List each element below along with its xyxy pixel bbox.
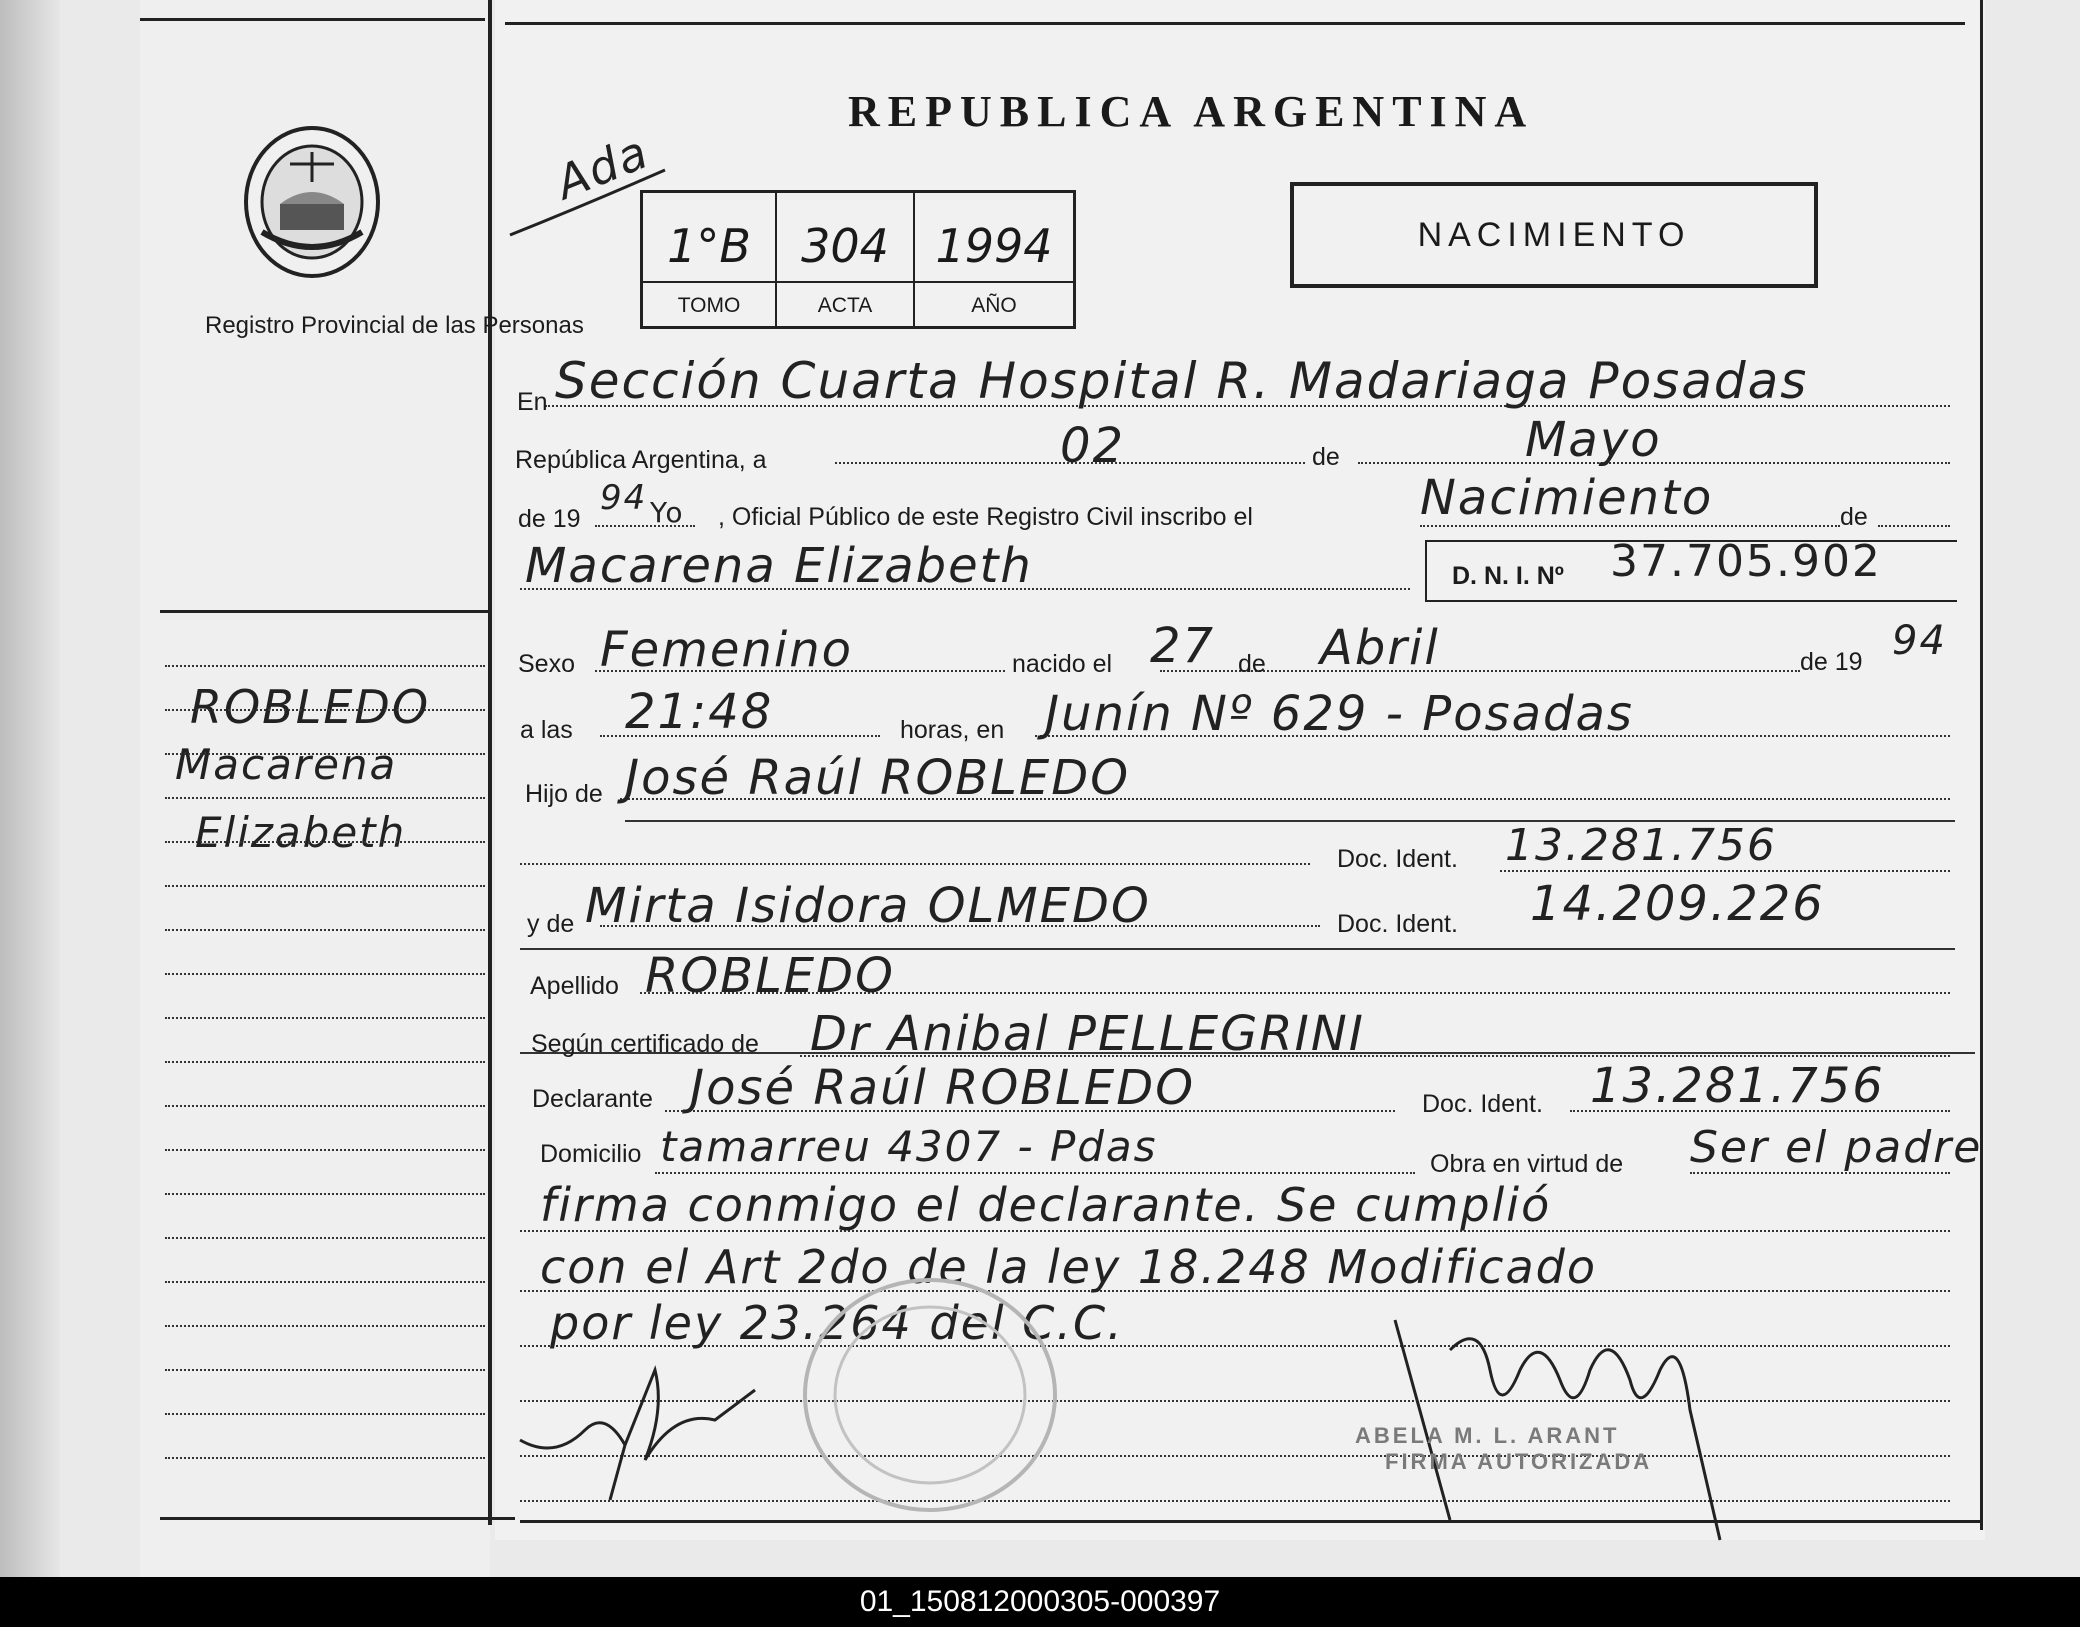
label-doc-ident-1: Doc. Ident. xyxy=(1337,845,1458,873)
label-de: de xyxy=(1312,443,1340,471)
page-edge-shadow xyxy=(0,0,60,1577)
label-apellido: Apellido xyxy=(530,972,619,1000)
record-number-box xyxy=(640,190,1076,329)
margin-rule xyxy=(160,610,490,613)
value-hora: 21:48 xyxy=(625,684,774,740)
margin-dotted-line xyxy=(165,665,485,667)
top-rule-left xyxy=(140,18,485,21)
value-yo: Yo xyxy=(650,496,685,529)
margin-dotted-line xyxy=(165,1413,485,1415)
ano-label: AÑO xyxy=(971,294,1017,317)
tomo-value: 1°B xyxy=(667,219,751,273)
value-certificado: Dr Anibal PELLEGRINI xyxy=(810,1006,1365,1062)
label-horas-en: horas, en xyxy=(900,716,1005,744)
label-dni: D. N. I. Nº xyxy=(1452,562,1564,590)
margin-surname: ROBLEDO xyxy=(190,680,431,734)
label-de-end: de xyxy=(1840,503,1868,531)
value-obs-line-1: firma conmigo el declarante. Se cumplió xyxy=(540,1178,1552,1232)
label-obra-en-virtud: Obra en virtud de xyxy=(1430,1150,1624,1178)
image-id-caption: 01_150812000305-000397 xyxy=(859,1585,1221,1618)
value-sexo: Femenino xyxy=(600,622,853,678)
label-doc-ident-3: Doc. Ident. xyxy=(1422,1090,1543,1118)
label-declarante: Declarante xyxy=(532,1085,653,1113)
margin-dotted-line xyxy=(165,973,485,975)
value-madre-doc: 14.209.226 xyxy=(1530,876,1825,932)
faded-round-stamp-icon xyxy=(795,1270,1065,1520)
value-nac-ano: 94 xyxy=(1892,618,1947,664)
value-apellido: ROBLEDO xyxy=(645,948,895,1004)
margin-first-name: Macarena xyxy=(175,740,398,789)
margin-dotted-line xyxy=(165,929,485,931)
column-divider xyxy=(488,0,492,1525)
label-yo-oficial: , Oficial Público de este Registro Civil inscribo el xyxy=(718,503,1253,531)
value-nac-dia: 27 xyxy=(1150,618,1216,674)
value-declarante-doc: 13.281.756 xyxy=(1590,1058,1885,1114)
margin-dotted-line xyxy=(165,841,485,843)
margin-dotted-line xyxy=(165,1017,485,1019)
label-nacido-el: nacido el xyxy=(1012,650,1113,678)
ano-cell xyxy=(915,193,1073,326)
value-madre: Mirta Isidora OLMEDO xyxy=(585,878,1151,934)
margin-dotted-line xyxy=(165,1193,485,1195)
label-en: En xyxy=(517,388,548,416)
ano-value: 1994 xyxy=(935,219,1053,273)
value-dni: 37.705.902 xyxy=(1610,536,1882,587)
bottom-rule-right xyxy=(520,1520,1980,1523)
value-nombre: Macarena Elizabeth xyxy=(525,538,1033,594)
label-doc-ident-2: Doc. Ident. xyxy=(1337,910,1458,938)
label-a-las: a las xyxy=(520,716,573,744)
label-de-19: de 19 xyxy=(518,505,581,533)
value-padre-doc: 13.281.756 xyxy=(1505,820,1777,871)
tomo-label: TOMO xyxy=(677,294,741,317)
margin-dotted-line xyxy=(165,753,485,755)
margin-dotted-line xyxy=(165,1457,485,1459)
margin-dotted-line xyxy=(165,797,485,799)
label-republica: República Argentina, a xyxy=(515,446,767,474)
value-obra: Ser el padre xyxy=(1690,1122,1983,1173)
registry-label: Registro Provincial de las Personas xyxy=(205,312,584,339)
stamp-line-2: FIRMA AUTORIZADA xyxy=(1385,1449,1653,1474)
margin-dotted-line xyxy=(165,709,485,711)
margin-dotted-line xyxy=(165,1149,485,1151)
acta-value: 304 xyxy=(801,219,889,273)
margin-dotted-line xyxy=(165,1237,485,1239)
bottom-rule-left xyxy=(160,1517,515,1520)
margin-dotted-line xyxy=(165,1061,485,1063)
value-nac-mes: Abril xyxy=(1320,620,1440,676)
value-lugar: Junín Nº 629 - Posadas xyxy=(1045,686,1634,742)
declarant-signature-icon xyxy=(515,1350,765,1510)
value-obs-line-3: por ley 23.264 del C.C. xyxy=(550,1296,1124,1350)
label-sexo: Sexo xyxy=(518,650,575,678)
line-de-end xyxy=(1878,525,1950,527)
authorized-signature-stamp xyxy=(1355,1423,1652,1475)
margin-second-name: Elizabeth xyxy=(195,808,407,857)
margin-dotted-line xyxy=(165,1281,485,1283)
stamp-line-1: ABELA M. L. ARANT xyxy=(1355,1423,1620,1448)
value-seccion: Sección Cuarta Hospital R. Madariaga Posadas xyxy=(555,352,1809,410)
line-domicilio xyxy=(655,1172,1415,1174)
right-border xyxy=(1980,0,1983,1530)
label-segun-certificado: Según certificado de xyxy=(531,1030,759,1058)
country-title: REPUBLICA ARGENTINA xyxy=(848,87,1535,136)
acta-label: ACTA xyxy=(817,294,873,317)
value-declarante: José Raúl ROBLEDO xyxy=(690,1060,1195,1116)
ada-annotation: Ada xyxy=(548,124,657,210)
value-acto: Nacimiento xyxy=(1420,470,1714,526)
label-y-de: y de xyxy=(527,910,575,938)
top-rule-right xyxy=(505,22,1965,25)
label-de-19b: de 19 xyxy=(1800,648,1863,676)
value-padre: José Raúl ROBLEDO xyxy=(625,750,1130,806)
value-domicilio: tamarreu 4307 - Pdas xyxy=(660,1122,1158,1171)
value-month: Mayo xyxy=(1525,412,1662,468)
value-day: 02 xyxy=(1060,418,1126,474)
margin-dotted-line xyxy=(165,885,485,887)
label-hijo-de: Hijo de xyxy=(525,780,603,808)
label-de-2: de xyxy=(1238,650,1266,678)
value-year-short: 94 xyxy=(600,478,648,518)
province-seal-icon xyxy=(240,122,385,282)
margin-dotted-line xyxy=(165,1369,485,1371)
margin-dotted-line xyxy=(165,1325,485,1327)
margin-dotted-line xyxy=(165,1105,485,1107)
value-obs-line-2: con el Art 2do de la ley 18.248 Modificado xyxy=(540,1240,1598,1294)
line-blank xyxy=(520,863,1310,865)
acta-cell xyxy=(777,193,915,326)
label-domicilio: Domicilio xyxy=(540,1140,642,1168)
tomo-cell xyxy=(643,193,777,326)
act-type-box: NACIMIENTO xyxy=(1290,182,1818,288)
